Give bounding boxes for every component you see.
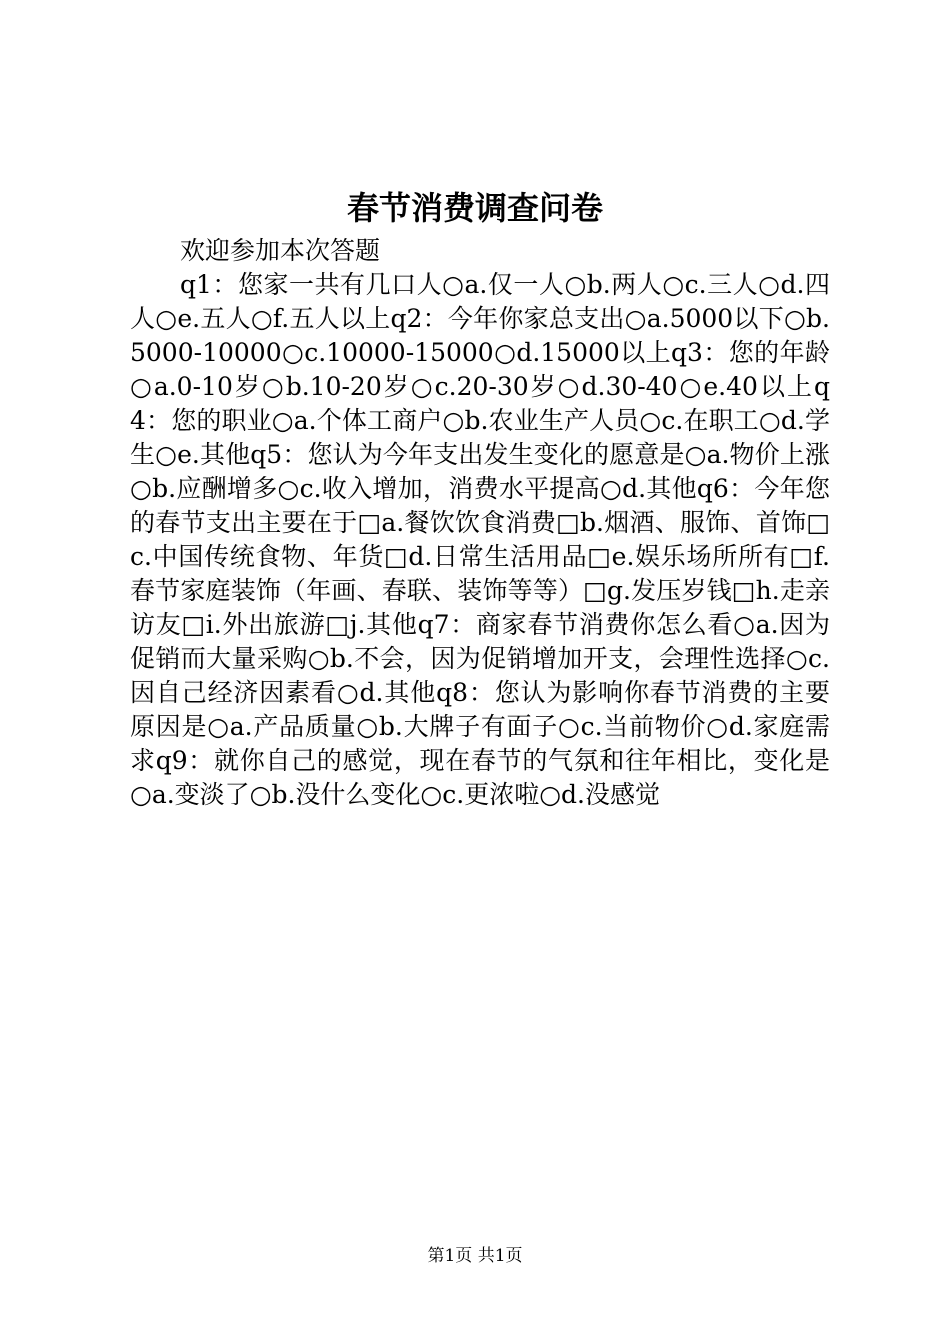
intro-paragraph: 欢迎参加本次答题 [180,236,381,265]
document-body [130,234,830,812]
questionnaire-paragraph: q1：您家一共有几口人○a.仅一人○b.两人○c.三人○d.四人○e.五人○f.五人以上q2：今年你家总支出○a.5000以下○b.5000-10000○c.10000-15000○d.15000以上q3：您的年龄○a.0-10岁○b.10-20岁○c.20-30岁○d.30-40○e.40以上q4：您的职业○a.个体工商户○b.农业生产人员○c.在职工○d.学生○e.其他q5：您认为今年支出发生变化的愿意是○a.物价上涨○b.应酬增多○c.收入增加，消费水平提高○d.其他q6：今年您的春节支出主要在于□a.餐饮饮食消费□b.烟酒、服饰、首饰□c.中国传统食物、年货□d.日常生活用品□e.娱乐场所所有□f.春节家庭装饰（年画、春联、装饰等等）□g.发压岁钱□h.走亲访友□i.外出旅游□j.其他q7：商家春节消费你怎么看○a.因为促销而大量采购○b.不会，因为促销增加开支，会理性选择○c.因自己经济因素看○d.其他q8：您认为影响你春节消费的主要原因是○a.产品质量○b.大牌子有面子○c.当前物价○d.家庭需求q9：就你自己的感觉，现在春节的气氛和往年相比，变化是○a.变淡了○b.没什么变化○c.更浓啦○d.没感觉 [130,270,830,809]
page-footer: 第1页 共1页 [427,1246,523,1266]
page-title: 春节消费调查问卷 [346,189,603,227]
